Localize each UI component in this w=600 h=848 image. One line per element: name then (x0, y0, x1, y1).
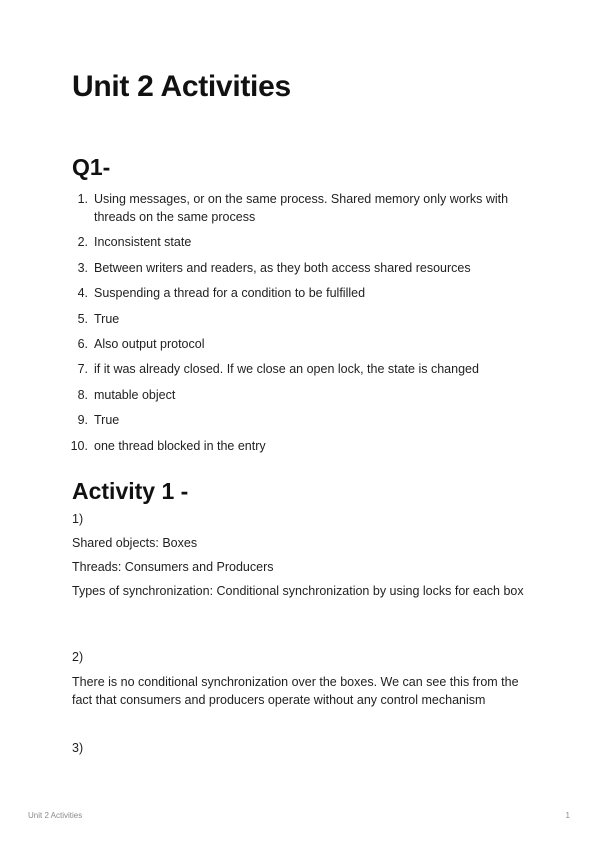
list-number: 5. (77, 311, 88, 326)
list-item (72, 411, 532, 429)
list-item (72, 335, 532, 353)
activity1-heading: Activity 1 - (72, 478, 189, 504)
list-text: Between writers and readers, as they both access shared resources (94, 260, 471, 275)
q1-answer-list (72, 190, 532, 462)
list-number: 8. (77, 387, 88, 402)
list-item (72, 360, 532, 378)
activity1-part1-label: 1) (72, 512, 84, 526)
list-number: 3. (77, 260, 88, 275)
footer-title: Unit 2 Activities (28, 811, 83, 820)
list-text: one thread blocked in the entry (94, 438, 266, 453)
list-text: Inconsistent state (94, 235, 192, 250)
list-item (72, 190, 532, 226)
page-title: Unit 2 Activities (72, 70, 291, 103)
activity1-part2-text: There is no conditional synchronization over the boxes. We can see this from the fact that consumers and producers operate without any control mechanism (72, 675, 519, 707)
list-number: 1. (77, 192, 88, 206)
q1-heading: Q1- (72, 154, 111, 180)
list-text: Also output protocol (94, 336, 205, 351)
list-text: True (94, 413, 120, 428)
list-item (72, 437, 532, 455)
activity1-part2-label: 2) (72, 650, 84, 664)
list-text: True (94, 311, 120, 326)
list-number: 7. (77, 362, 88, 377)
list-item (72, 310, 532, 328)
threads-text: Threads: Consumers and Producers (72, 560, 274, 574)
list-number: 2. (77, 235, 88, 250)
sync-types-text: Types of synchronization: Conditional synchronization by using locks for each box (72, 584, 524, 598)
list-item (72, 233, 532, 251)
list-item (72, 386, 532, 404)
list-item (72, 284, 532, 302)
list-number: 4. (77, 286, 88, 301)
list-text: if it was already closed. If we close an open lock, the state is changed (94, 362, 479, 377)
footer-page-number: 1 (565, 811, 570, 820)
list-number: 6. (77, 336, 88, 351)
list-number: 9. (77, 413, 88, 428)
list-number: 10. (70, 438, 88, 453)
shared-objects-text: Shared objects: Boxes (72, 536, 198, 550)
list-text: mutable object (94, 387, 176, 402)
list-item (72, 259, 532, 277)
list-text: Suspending a thread for a condition to be fulfilled (94, 286, 366, 301)
activity1-part3-label: 3) (72, 741, 84, 755)
list-text: Using messages, or on the same process. Shared memory only works with threads on the same process (94, 192, 509, 224)
